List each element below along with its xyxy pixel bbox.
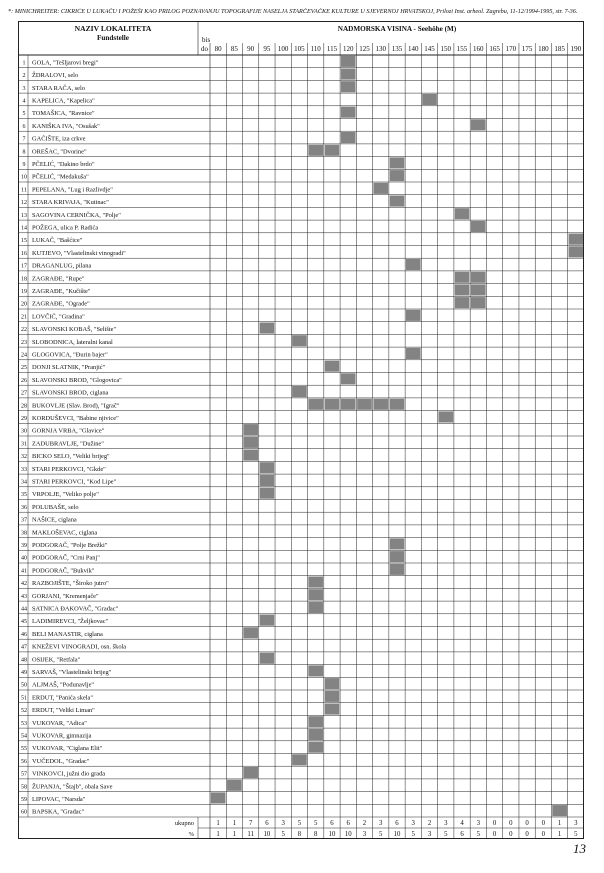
row-number: 23 xyxy=(21,339,27,346)
altitude-mark xyxy=(341,132,356,143)
altitude-mark xyxy=(406,348,421,359)
altitude-label: 175 xyxy=(521,45,533,53)
ukupno-value: 5 xyxy=(297,820,302,827)
altitude-mark xyxy=(260,488,275,499)
percent-value: 0 xyxy=(492,831,497,838)
row-number: 15 xyxy=(21,238,27,245)
row-number: 4 xyxy=(22,98,26,105)
percent-value: 10 xyxy=(328,831,336,838)
altitude-label: 125 xyxy=(359,45,370,53)
altitude-mark xyxy=(341,399,356,410)
row-number: 56 xyxy=(21,758,27,765)
row-number: 28 xyxy=(21,403,27,410)
row-number: 24 xyxy=(21,352,27,359)
row-number: 6 xyxy=(22,123,26,130)
percent-value: 0 xyxy=(541,831,546,838)
site-name: SLOBODNICA, lateralni kanal xyxy=(32,338,113,346)
row-number: 19 xyxy=(21,289,27,295)
row-number: 38 xyxy=(21,530,27,537)
row-number: 52 xyxy=(21,708,27,715)
ukupno-value: 3 xyxy=(411,820,415,827)
site-name: STARI PERKOVCI, "Gkde" xyxy=(32,465,106,473)
site-name: MAKLOŠEVAC, ciglana xyxy=(32,529,98,537)
altitude-mark xyxy=(292,335,307,346)
row-number: 31 xyxy=(21,441,27,448)
site-name: GORNJA VRBA, "Glavice" xyxy=(32,427,105,435)
altitude-mark xyxy=(308,589,323,600)
site-name: ALJMAŠ, "Podunavlje" xyxy=(32,681,95,689)
altitude-mark xyxy=(471,284,486,295)
site-name: POLUBAŠE, selo xyxy=(32,503,79,511)
site-name: NAŠICE, ciglana xyxy=(32,516,77,524)
row-number: 48 xyxy=(21,657,27,664)
site-name: ZAGRAĐE, "Ograde" xyxy=(32,300,90,308)
ukupno-value: 3 xyxy=(574,820,578,827)
site-name: TOMAŠICA, "Ravnice" xyxy=(32,110,95,118)
altitude-mark xyxy=(243,767,258,778)
percent-value: 11 xyxy=(247,831,254,838)
site-name: OSIJEK, "Retfala" xyxy=(32,656,81,664)
ukupno-value: 3 xyxy=(379,820,383,827)
site-name: LUKAČ, "Bašćice" xyxy=(32,237,83,245)
site-name: VUKOVAR, gimnazija xyxy=(32,732,92,740)
bis-label: bis xyxy=(202,36,211,44)
altitude-mark xyxy=(243,424,258,435)
altitude-mark xyxy=(308,145,323,156)
row-number: 51 xyxy=(21,695,27,702)
site-name: BELI MANASTIR, ciglana xyxy=(32,630,103,638)
site-name: BAPSKA, "Gradac" xyxy=(32,808,85,816)
altitude-mark xyxy=(260,475,275,486)
site-name: SLAVONSKI BROD, "Glogovica" xyxy=(32,376,122,384)
row-number: 58 xyxy=(21,784,27,791)
row-number: 43 xyxy=(21,593,27,600)
site-name: DONJI SLATNIK, "Pranjić" xyxy=(32,364,106,372)
altitude-mark xyxy=(390,564,405,575)
percent-value: 1 xyxy=(232,831,237,838)
row-number: 42 xyxy=(21,581,27,588)
altitude-mark xyxy=(569,246,584,257)
altitude-mark xyxy=(243,450,258,461)
altitude-label: 105 xyxy=(294,45,305,53)
percent-value: 3 xyxy=(427,831,432,838)
altitude-label: 115 xyxy=(326,45,338,53)
row-number: 21 xyxy=(21,314,27,321)
row-number: 60 xyxy=(21,809,27,816)
row-number: 26 xyxy=(21,377,27,384)
altitude-mark xyxy=(211,792,226,803)
percent-value: 10 xyxy=(393,831,401,838)
row-number: 47 xyxy=(21,644,27,651)
site-name: VUKOVAR, "Ciglana Elit" xyxy=(32,745,103,753)
row-number: 2 xyxy=(22,73,26,80)
altitude-mark xyxy=(569,234,584,245)
row-number: 35 xyxy=(21,492,27,499)
altitude-mark xyxy=(390,399,405,410)
altitude-mark xyxy=(308,742,323,753)
altitude-mark xyxy=(390,538,405,549)
altitude-mark xyxy=(260,615,275,626)
site-name: OREŠAC, "Dvorine" xyxy=(32,148,87,156)
altitude-mark xyxy=(325,704,340,715)
altitude-mark xyxy=(406,310,421,321)
altitude-label: 140 xyxy=(408,45,419,53)
site-name: VUČEDOL, "Gradac" xyxy=(32,757,90,765)
altitude-mark xyxy=(308,716,323,727)
percent-value: 5 xyxy=(379,831,383,838)
altitude-label: 155 xyxy=(456,45,468,53)
percent-value: 5 xyxy=(476,831,481,838)
altitude-mark xyxy=(308,577,323,588)
altitude-mark xyxy=(325,691,340,702)
altitude-mark xyxy=(341,56,356,67)
do-label: do xyxy=(201,45,208,53)
site-name: SLAVONSKI KOBAŠ, "Selište" xyxy=(32,326,117,334)
row-number: 18 xyxy=(21,276,27,283)
altitude-mark xyxy=(243,627,258,638)
altitude-label: 85 xyxy=(230,45,238,53)
row-number: 14 xyxy=(21,225,27,232)
site-name: STARI PERKOVCI, "Kod Lipe" xyxy=(32,478,117,486)
ukupno-value: 7 xyxy=(248,820,253,827)
site-name: PČELIĆ, "Dakino brdo" xyxy=(32,161,95,168)
altitude-label: 150 xyxy=(440,45,452,53)
altitude-label: 90 xyxy=(247,45,255,53)
altitude-mark xyxy=(341,373,356,384)
ukupno-value: 0 xyxy=(541,820,546,827)
citation-header: *: MINICHREITER: CIKRIĆE U LUKAČU I POŽEŠI KAO PRILOG POZNAVANJU TOPOGRAFIJE NASELJA STARČEVAČKE KULTURE U SJEVERNOJ HRVATSKOJ, Prilozi Inst. arheol. Zagrebu, 11-12/1994-1995, str. 7-36. xyxy=(8,8,578,15)
site-name: DRAGANLUG, pilana xyxy=(32,262,92,270)
percent-value: 0 xyxy=(509,831,513,838)
row-number: 9 xyxy=(22,162,26,168)
ukupno-value: 4 xyxy=(460,820,464,827)
altitude-label: 135 xyxy=(391,45,403,53)
site-name: POŽEGA, ulica P. Radića xyxy=(32,224,99,232)
altitude-mark xyxy=(308,399,323,410)
altitude-label: 80 xyxy=(214,45,222,53)
site-name: BICKO SELO, "Veliki brijeg" xyxy=(32,453,110,461)
site-name: STARA KRIVAJA, "Kutinac" xyxy=(32,199,109,207)
altitude-mark xyxy=(422,94,437,105)
altitude-label: 100 xyxy=(277,45,289,53)
row-number: 12 xyxy=(21,200,27,207)
altitude-mark xyxy=(471,297,486,308)
percent-value: 5 xyxy=(574,831,578,838)
row-number: 34 xyxy=(21,479,27,486)
altitude-label: 95 xyxy=(263,45,271,53)
site-name: LIPOVAC, "Narsda" xyxy=(32,796,86,803)
site-name: ŽDRALOVI, selo xyxy=(32,72,79,80)
row-number: 17 xyxy=(21,263,27,270)
altitude-label: 185 xyxy=(554,45,565,53)
row-number: 50 xyxy=(21,682,27,689)
altitude-mark xyxy=(292,386,307,397)
ukupno-value: 0 xyxy=(509,820,513,827)
site-name: VRPOLJE, "Veliko polje" xyxy=(32,491,99,499)
ukupno-value: 2 xyxy=(427,820,432,827)
row-number: 36 xyxy=(21,504,27,511)
site-name: SATNICA ĐAKOVAČ, "Gradac" xyxy=(32,605,119,613)
site-column-title: NAZIV LOKALITETA xyxy=(74,24,152,33)
altitude-mark xyxy=(471,119,486,130)
altitude-table xyxy=(18,21,584,846)
altitude-mark xyxy=(308,665,323,676)
row-number: 8 xyxy=(22,149,26,156)
row-number: 54 xyxy=(21,733,27,740)
altitude-mark xyxy=(455,208,470,219)
ukupno-value: 2 xyxy=(362,820,367,827)
row-number: 32 xyxy=(21,454,27,461)
site-name: ZADUBRAVLJE, "Dužine" xyxy=(32,440,104,448)
altitude-mark xyxy=(341,81,356,92)
site-name: ŽUPANJA, "Štajb", obala Save xyxy=(32,783,113,791)
row-number: 1 xyxy=(22,60,26,67)
altitude-mark xyxy=(438,411,453,422)
site-name: KAPELICA, "Kapelica" xyxy=(32,97,95,105)
row-number: 40 xyxy=(21,555,27,562)
altitude-mark xyxy=(341,107,356,118)
ukupno-value: 6 xyxy=(330,820,334,827)
percent-label: % xyxy=(188,831,194,838)
ukupno-value: 3 xyxy=(444,820,448,827)
percent-value: 5 xyxy=(411,831,415,838)
site-name: PODGORAČ, "Crni Panj" xyxy=(32,554,100,562)
percent-value: 1 xyxy=(216,831,220,838)
altitude-mark xyxy=(308,729,323,740)
row-number: 53 xyxy=(21,720,27,727)
ukupno-value: 1 xyxy=(557,820,562,827)
row-number: 39 xyxy=(21,543,27,549)
row-number: 29 xyxy=(21,416,27,422)
ukupno-value: 3 xyxy=(476,820,481,827)
row-number: 10 xyxy=(21,174,27,181)
altitude-mark xyxy=(325,145,340,156)
row-number: 20 xyxy=(21,301,27,308)
page-number: 13 xyxy=(573,841,586,856)
site-name: VUKOVAR, "Adica" xyxy=(32,719,87,727)
percent-value: 5 xyxy=(444,831,448,838)
site-name: SLAVONSKI BROD, ciglana xyxy=(32,389,109,397)
site-name: GOLA, "Tešljarovi bregi" xyxy=(32,59,99,67)
row-number: 33 xyxy=(21,466,27,473)
ukupno-value: 3 xyxy=(281,820,285,827)
site-name: ERDUT, "Panića skela" xyxy=(32,694,94,702)
site-name: BUKOVLJE (Slav. Brod), "Igrač" xyxy=(32,402,120,410)
ukupno-value: 1 xyxy=(232,820,237,827)
site-name: VINKOVCI, južni dio grada xyxy=(32,770,106,778)
altitude-label: 180 xyxy=(538,45,549,53)
site-name: SARVAŠ, "Vlastelinski brijeg" xyxy=(32,669,112,676)
row-number: 41 xyxy=(21,568,27,575)
altitude-mark xyxy=(471,221,486,232)
altitude-label: 190 xyxy=(570,45,582,53)
row-number: 7 xyxy=(22,136,26,143)
percent-value: 6 xyxy=(460,831,464,838)
percent-value: 8 xyxy=(297,831,302,838)
ukupno-value: 0 xyxy=(492,820,497,827)
altitude-mark xyxy=(325,361,340,372)
percent-value: 1 xyxy=(557,831,562,838)
altitude-label: 170 xyxy=(505,45,517,53)
site-name: KUTJEVO, "Vlastelinski vinogradi" xyxy=(32,249,126,257)
altitude-column-title: NADMORSKA VISINA - Seehöhe (M) xyxy=(337,25,457,33)
altitude-mark xyxy=(455,272,470,283)
row-number: 22 xyxy=(21,327,27,334)
altitude-label: 145 xyxy=(424,45,435,53)
row-number: 11 xyxy=(21,187,27,194)
row-number: 57 xyxy=(21,771,27,778)
site-name: ZAGRAĐE, "Rupe" xyxy=(32,275,85,283)
site-name: LOVČIĆ, "Gradina" xyxy=(32,313,85,321)
altitude-mark xyxy=(260,462,275,473)
site-name: GAĆIŠTE, iza crkve xyxy=(32,135,86,143)
row-number: 27 xyxy=(21,390,27,397)
row-number: 44 xyxy=(21,606,27,613)
site-name: GLOGOVICA, "Đurin bajer" xyxy=(32,351,108,359)
percent-value: 3 xyxy=(362,831,367,838)
altitude-mark xyxy=(325,399,340,410)
altitude-mark xyxy=(292,754,307,765)
altitude-mark xyxy=(308,602,323,613)
altitude-label: 110 xyxy=(310,45,321,53)
percent-value: 5 xyxy=(281,831,285,838)
altitude-label: 165 xyxy=(489,45,500,53)
altitude-label: 160 xyxy=(473,45,484,53)
row-number: 59 xyxy=(21,797,27,803)
row-number: 30 xyxy=(21,428,27,435)
altitude-label: 130 xyxy=(375,45,386,53)
row-number: 25 xyxy=(21,365,27,372)
altitude-mark xyxy=(357,399,372,410)
ukupno-value: 0 xyxy=(525,820,529,827)
altitude-mark xyxy=(455,297,470,308)
row-number: 45 xyxy=(21,619,27,626)
altitude-mark xyxy=(390,157,405,168)
altitude-mark xyxy=(455,284,470,295)
row-number: 16 xyxy=(21,250,27,257)
percent-value: 10 xyxy=(344,831,352,838)
site-column-subtitle: Fundstelle xyxy=(97,34,129,42)
percent-value: 10 xyxy=(263,831,271,838)
ukupno-value: 5 xyxy=(313,820,318,827)
site-name: KORDUŠEVCI, "Babine njivice" xyxy=(32,415,119,422)
altitude-mark xyxy=(406,259,421,270)
site-name: ERDUT, "Veliki Liman" xyxy=(32,707,95,715)
altitude-mark xyxy=(552,805,567,816)
site-name: STARA RAČA, selo xyxy=(32,84,85,92)
altitude-mark xyxy=(373,183,388,194)
altitude-mark xyxy=(390,196,405,207)
altitude-mark xyxy=(390,170,405,181)
altitude-mark xyxy=(471,272,486,283)
altitude-mark xyxy=(373,399,388,410)
percent-value: 8 xyxy=(313,831,318,838)
row-number: 37 xyxy=(21,517,27,524)
altitude-mark xyxy=(325,678,340,689)
altitude-label: 120 xyxy=(342,45,354,53)
ukupno-value: 6 xyxy=(346,820,350,827)
site-name: KANIŠKA IVA, "Osušak" xyxy=(32,122,100,130)
site-name: GORJANI, "Kremenjače" xyxy=(32,592,99,600)
site-name: SAGOVINA CERNIČKA, "Polje" xyxy=(32,211,121,219)
altitude-mark xyxy=(227,780,242,791)
site-name: RAZBOJIŠTE, "Široko jutro" xyxy=(32,580,109,588)
row-number: 13 xyxy=(21,212,27,219)
site-name: KNEŽEVI VINOGRADI, osn. škola xyxy=(32,643,127,651)
altitude-mark xyxy=(260,653,275,664)
altitude-mark xyxy=(390,551,405,562)
row-number: 46 xyxy=(21,631,27,638)
altitude-mark xyxy=(260,323,275,334)
altitude-mark xyxy=(243,437,258,448)
site-name: PEPELANA, "Lug i Razlivdje" xyxy=(32,186,113,194)
ukupno-value: 6 xyxy=(265,820,269,827)
site-name: PODGORAČ, "Polje Brežki" xyxy=(32,542,108,549)
row-number: 5 xyxy=(22,111,26,118)
ukupno-label: ukupno xyxy=(174,820,194,827)
row-number: 3 xyxy=(22,85,26,92)
ukupno-value: 1 xyxy=(216,820,220,827)
row-number: 55 xyxy=(21,746,27,753)
percent-value: 0 xyxy=(525,831,529,838)
row-number: 49 xyxy=(21,670,27,676)
site-name: PČELIĆ, "Medakuša" xyxy=(32,173,89,181)
site-name: PODGORAČ, "Bukvik" xyxy=(32,567,95,575)
ukupno-value: 6 xyxy=(395,820,399,827)
site-name: ZAGRAĐE, "Kučište" xyxy=(32,288,91,295)
site-name: LADIMIREVCI, "Željkovac" xyxy=(32,618,109,626)
altitude-mark xyxy=(341,69,356,80)
